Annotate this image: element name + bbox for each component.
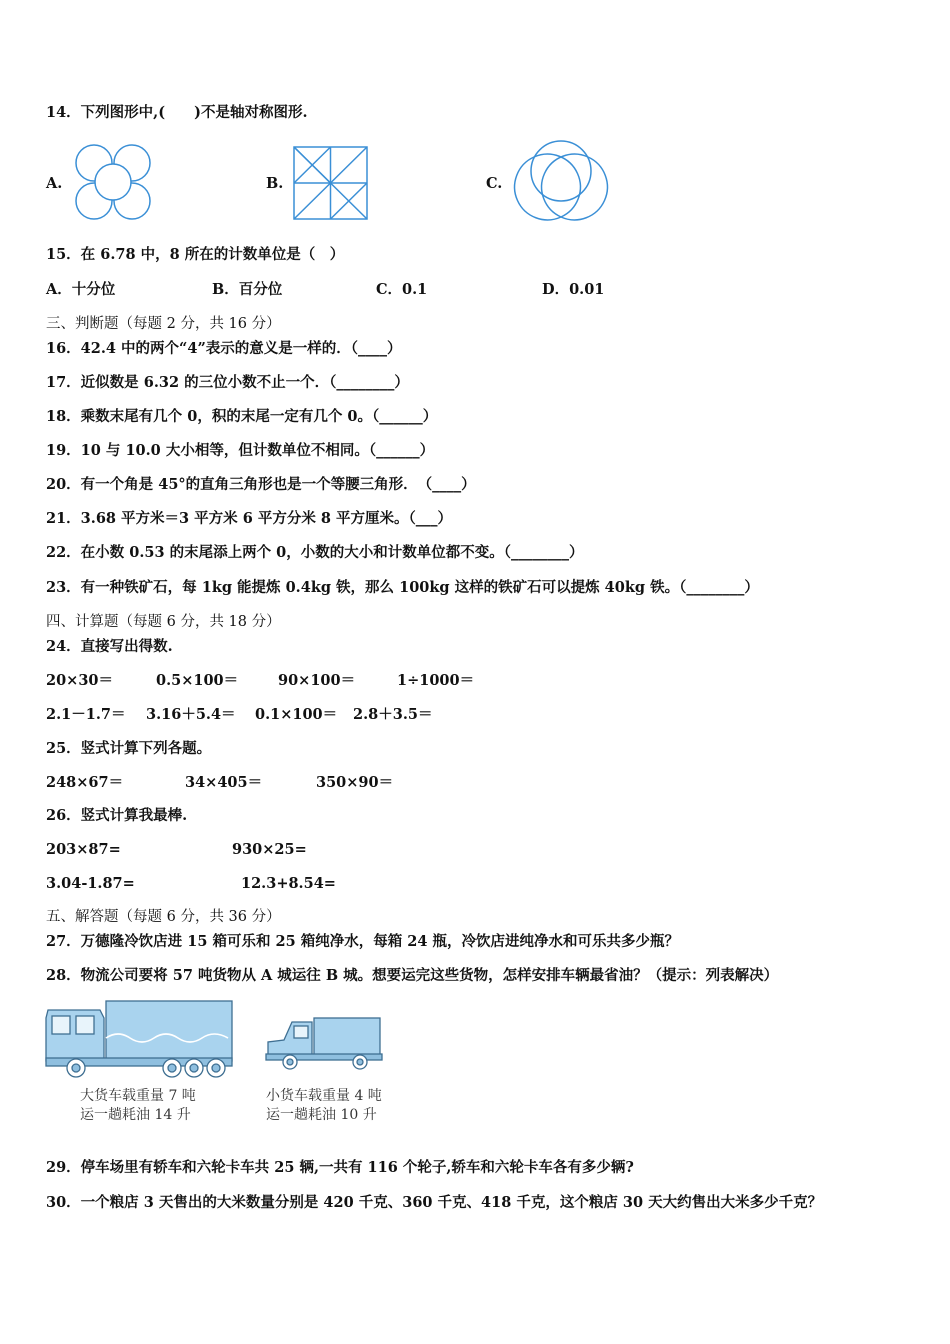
q14-stem: 14．下列图形中,( )不是轴对称图形.: [46, 104, 308, 121]
q24-item: 2.8＋3.5＝: [353, 706, 433, 723]
q26-item: 203×87=: [46, 841, 121, 858]
section-5-heading: 五、解答题（每题 6 分，共 36 分）: [46, 909, 281, 925]
q25-item: 248×67＝: [46, 774, 124, 791]
q14-option-a-label: A.: [46, 175, 63, 192]
q15-option-d: D．0.01: [542, 281, 605, 298]
q25-item: 34×405＝: [185, 774, 263, 791]
q24-item: 90×100＝: [278, 672, 356, 689]
q14-option-c-label: C.: [486, 175, 503, 192]
q15-option-c: C．0.1: [376, 281, 428, 298]
pinwheel-figure: [293, 146, 369, 220]
q24-item: 0.1×100＝: [255, 706, 338, 723]
q26-item: 12.3+8.54=: [241, 875, 336, 892]
q18: 18．乘数末尾有几个 0，积的末尾一定有几个 0。（______）: [46, 408, 438, 425]
q15-option-b: B．百分位: [212, 281, 283, 298]
q25-item: 350×90＝: [316, 774, 394, 791]
q24-item: 2.1－1.7＝: [46, 706, 126, 723]
q24-item: 1÷1000＝: [397, 672, 475, 689]
q23: 23．有一种铁矿石，每 1kg 能提炼 0.4kg 铁，那么 100kg 这样的铁矿石可以提炼 40kg 铁。（________）: [46, 579, 759, 596]
q22: 22．在小数 0.53 的末尾添上两个 0，小数的大小和计数单位都不变。（________）: [46, 544, 584, 561]
q24-item: 0.5×100＝: [156, 672, 239, 689]
q26-item: 3.04-1.87=: [46, 875, 135, 892]
big-truck-capacity: 大货车载重量 7 吨: [80, 1088, 196, 1104]
q26-stem: 26．竖式计算我最棒.: [46, 807, 188, 824]
q16: 16．42.4 中的两个“4”表示的意义是一样的．（____）: [46, 340, 402, 357]
q19: 19．10 与 10.0 大小相等，但计数单位不相同。（______）: [46, 442, 435, 459]
q24-item: 3.16＋5.4＝: [146, 706, 236, 723]
big-truck-fuel: 运一趟耗油 14 升: [80, 1107, 191, 1123]
q15-option-a: A．十分位: [46, 281, 116, 298]
q21: 21．3.68 平方米＝3 平方米 6 平方分米 8 平方厘米。（___）: [46, 510, 453, 527]
small-truck-capacity: 小货车载重量 4 吨: [266, 1088, 382, 1104]
q24-stem: 24．直接写出得数.: [46, 638, 173, 655]
small-truck-fuel: 运一趟耗油 10 升: [266, 1107, 377, 1123]
q28-stem: 28．物流公司要将 57 吨货物从 A 城运往 B 城。想要运完这些货物，怎样安排车辆最省油？（提示：列表解决）: [46, 967, 779, 984]
q14-option-b-label: B.: [266, 175, 284, 192]
big-truck-image: [44, 998, 236, 1082]
trefoil-figure: [514, 131, 608, 221]
section-3-heading: 三、判断题（每题 2 分，共 16 分）: [46, 316, 281, 332]
q29: 29．停车场里有轿车和六轮卡车共 25 辆,一共有 116 个轮子,轿车和六轮卡车各有多少辆?: [46, 1159, 634, 1176]
q26-item: 930×25=: [232, 841, 307, 858]
q30: 30．一个粮店 3 天售出的大米数量分别是 420 千克、360 千克、418 千克，这个粮店 30 天大约售出大米多少千克？: [46, 1194, 823, 1211]
q27: 27．万德隆冷饮店进 15 箱可乐和 25 箱纯净水，每箱 24 瓶，冷饮店进纯净水和可乐共多少瓶？: [46, 933, 679, 950]
q20: 20．有一个角是 45°的直角三角形也是一个等腰三角形． （____）: [46, 476, 476, 493]
flower-figure: [72, 143, 154, 221]
q24-item: 20×30＝: [46, 672, 114, 689]
q17: 17．近似数是 6.32 的三位小数不止一个．（________）: [46, 374, 409, 391]
q25-stem: 25．竖式计算下列各题。: [46, 740, 212, 757]
small-truck-image: [264, 1014, 384, 1072]
section-4-heading: 四、计算题（每题 6 分，共 18 分）: [46, 614, 281, 630]
q15-stem: 15．在 6.78 中，8 所在的计数单位是（ ）: [46, 246, 345, 263]
